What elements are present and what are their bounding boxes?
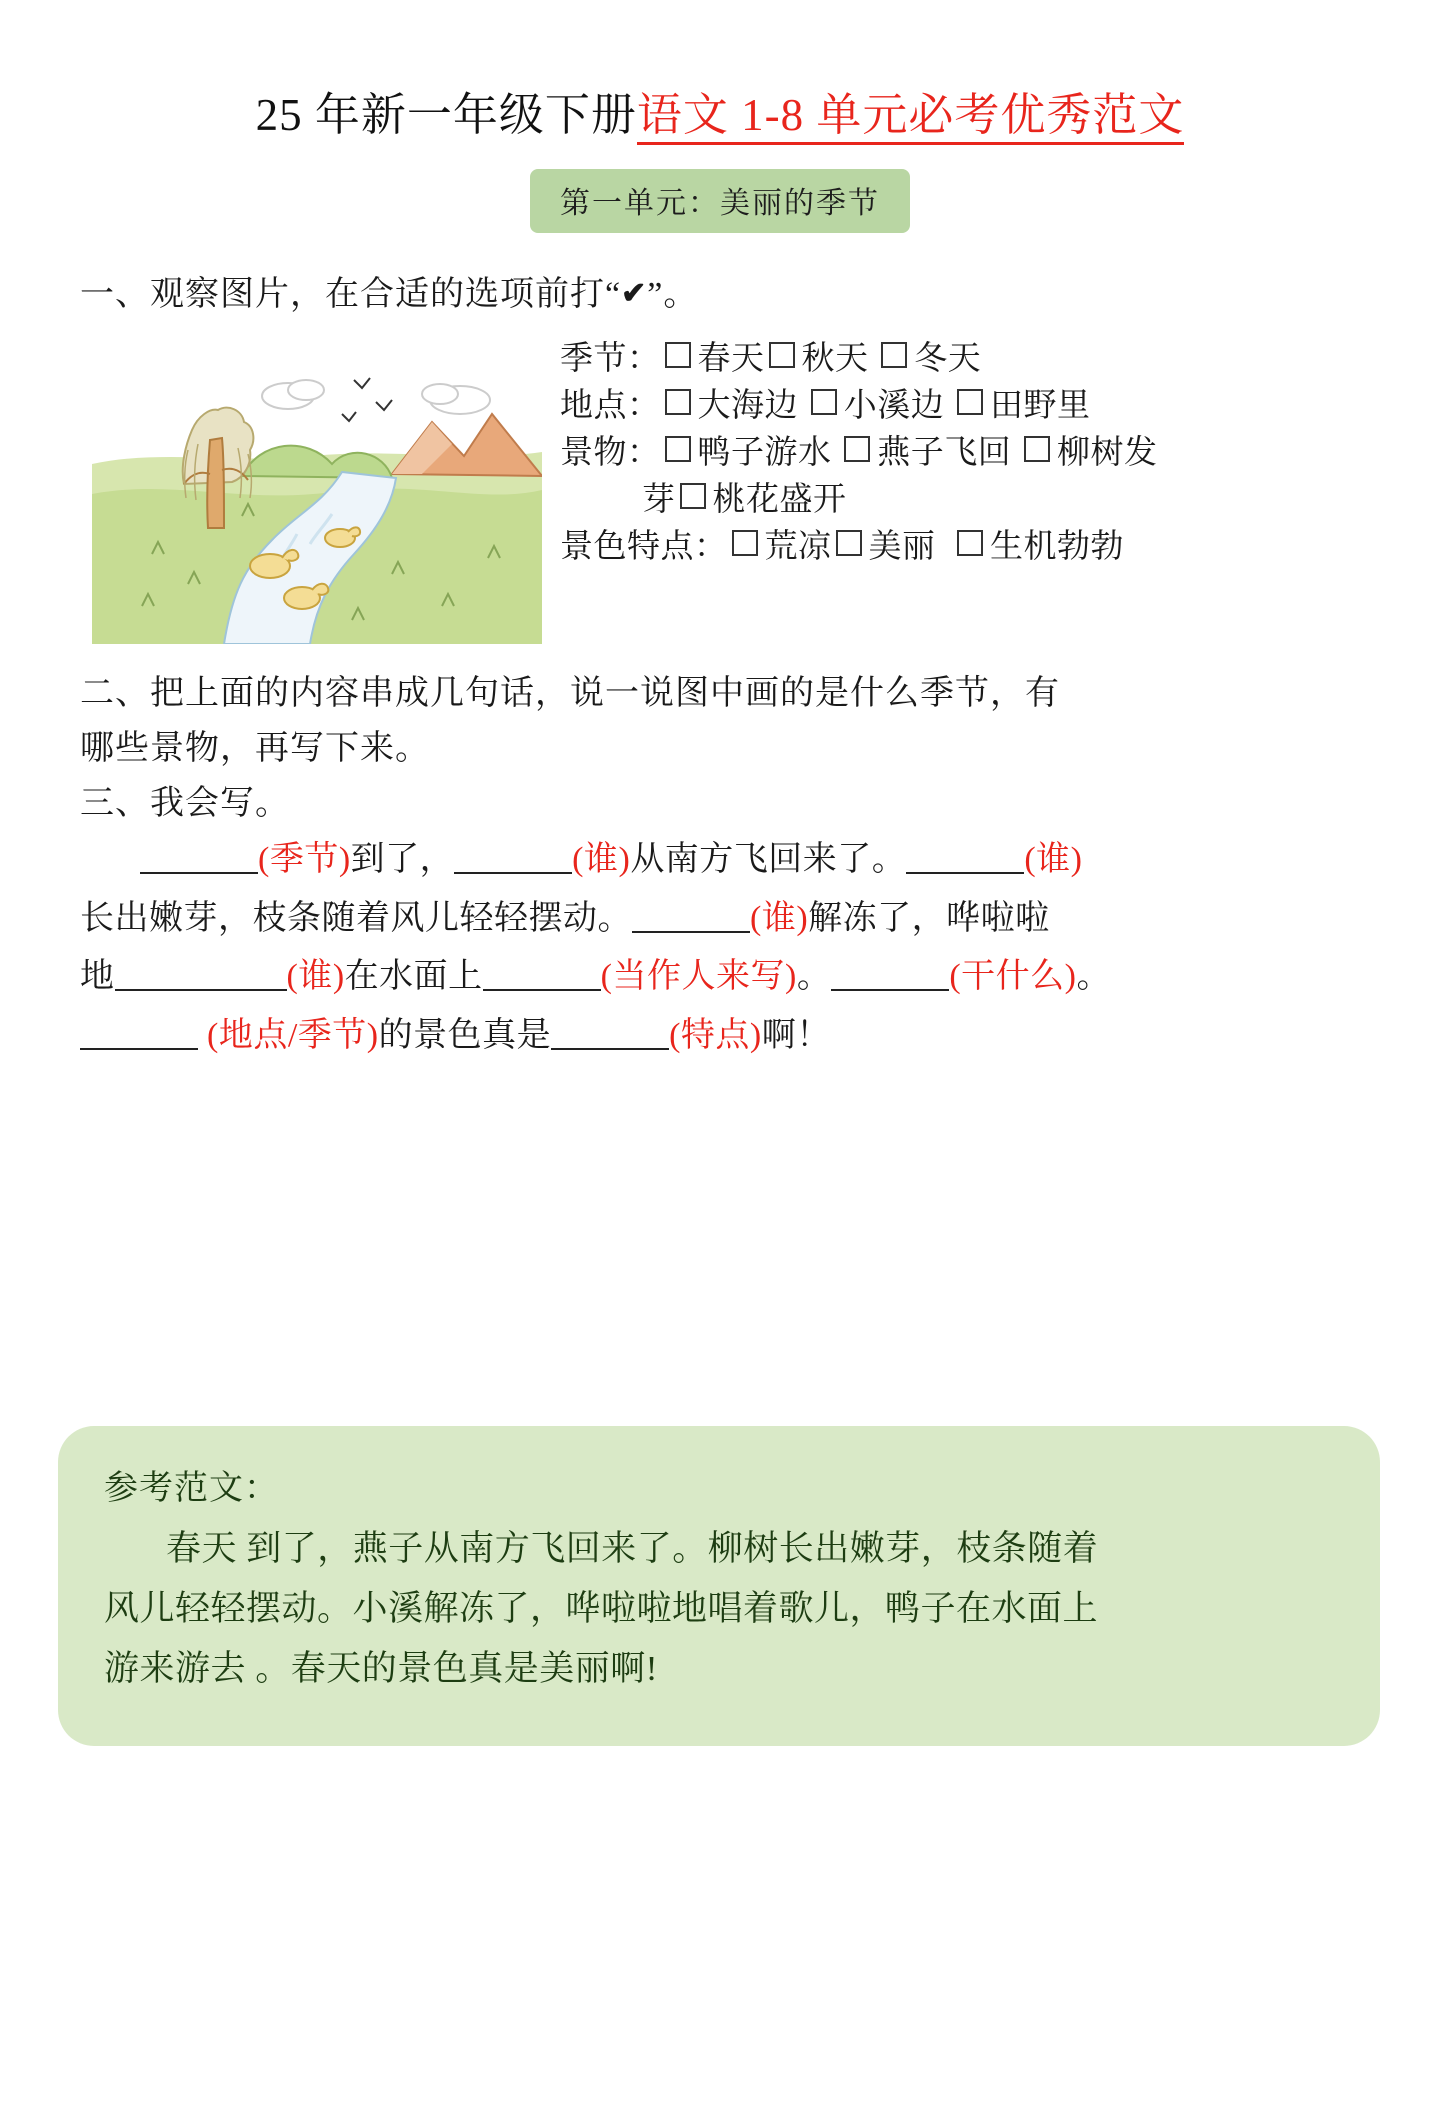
fill-line-1 bbox=[80, 831, 1385, 889]
fill-text-7: 。 bbox=[796, 958, 832, 996]
blank-input-3[interactable] bbox=[906, 842, 1024, 874]
checkbox-place-creek[interactable] bbox=[811, 389, 837, 415]
question-2-line1: 二、把上面的内容串成几句话，说一说图中画的是什么季节，有 bbox=[80, 675, 1060, 713]
checkbox-scene-willow[interactable] bbox=[1024, 436, 1050, 462]
hint-6: (当作人来写) bbox=[600, 958, 797, 996]
fill-text-10: 啊！ bbox=[761, 1016, 831, 1054]
option-scene-2: 柳树发 bbox=[1057, 434, 1158, 471]
option-feature-0: 荒凉 bbox=[764, 528, 832, 565]
checkbox-scene-peach[interactable] bbox=[680, 483, 706, 509]
hint-3: (谁) bbox=[1024, 841, 1083, 879]
unit-banner: 第一单元：美丽的季节 bbox=[530, 169, 910, 233]
checkbox-season-winter[interactable] bbox=[881, 342, 907, 368]
option-label-place: 地点： bbox=[560, 387, 661, 424]
options-block bbox=[560, 336, 1410, 570]
option-row-place bbox=[560, 383, 1410, 430]
option-scene-0: 鸭子游水 bbox=[697, 434, 832, 471]
fill-text-4: 解冻了，哗啦啦 bbox=[808, 899, 1050, 937]
spring-scene-illustration bbox=[92, 344, 542, 644]
fill-text-9: 的景色真是 bbox=[378, 1016, 552, 1054]
option-scene-1: 燕子飞回 bbox=[877, 434, 1012, 471]
checkbox-season-autumn[interactable] bbox=[769, 342, 795, 368]
blank-input-7[interactable] bbox=[831, 959, 949, 991]
sample-answer-title: 参考范文： bbox=[104, 1470, 279, 1507]
hint-4: (谁) bbox=[750, 899, 809, 937]
option-scene-wrap-text: 芽 bbox=[642, 481, 676, 518]
sample-answer-line-1: 春天 到了，燕子从南方飞回来了。柳树长出嫩芽，枝条随着 bbox=[166, 1529, 1099, 1568]
fill-line-2 bbox=[80, 890, 1385, 948]
page-title-red: 语文 1-8 单元必考优秀范文 bbox=[637, 90, 1185, 145]
checkbox-feature-vibrant[interactable] bbox=[957, 530, 983, 556]
hint-8: (地点/季节) bbox=[207, 1016, 379, 1054]
hint-5: (谁) bbox=[286, 958, 345, 996]
question-1 bbox=[0, 267, 1440, 322]
sample-answer-line-3: 游来游去 。春天的景色真是美丽啊! bbox=[104, 1649, 658, 1689]
hint-7: (干什么) bbox=[949, 958, 1077, 996]
blank-input-2[interactable] bbox=[454, 842, 572, 874]
blank-input-5[interactable] bbox=[115, 959, 287, 991]
hint-9: (特点) bbox=[669, 1016, 762, 1054]
option-season-1: 秋天 bbox=[801, 341, 869, 378]
fill-text-1: 到了， bbox=[350, 841, 455, 879]
blank-input-4[interactable] bbox=[632, 901, 750, 933]
option-season-2: 冬天 bbox=[914, 341, 982, 378]
fill-line-4 bbox=[80, 1007, 1385, 1065]
option-scene-3: 桃花盛开 bbox=[712, 481, 847, 518]
question-1-prefix: 一、观察图片，在合适的选项前打“ bbox=[80, 276, 622, 313]
option-feature-1: 美丽 bbox=[868, 528, 936, 565]
checkbox-feature-desolate[interactable] bbox=[732, 530, 758, 556]
option-feature-2: 生机勃勃 bbox=[990, 528, 1124, 565]
option-place-0: 大海边 bbox=[697, 387, 798, 424]
question-1-suffix: ”。 bbox=[647, 276, 699, 313]
fill-text-3: 长出嫩芽，枝条随着风儿轻轻摆动。 bbox=[80, 899, 632, 937]
spring-scene-svg bbox=[92, 344, 542, 644]
option-row-season bbox=[560, 336, 1410, 383]
option-row-scene-cont bbox=[560, 477, 1410, 524]
option-label-season: 季节： bbox=[560, 341, 661, 378]
checkbox-scene-ducks[interactable] bbox=[665, 436, 691, 462]
checkbox-season-spring[interactable] bbox=[665, 342, 691, 368]
question-3-label: 三、我会写。 bbox=[80, 785, 290, 823]
option-place-1: 小溪边 bbox=[843, 387, 945, 424]
fill-text-2: 从南方飞回来了。 bbox=[630, 841, 907, 879]
page-title-black: 25 年新一年级下册 bbox=[255, 90, 637, 140]
blank-input-9[interactable] bbox=[551, 1018, 669, 1050]
option-row-feature bbox=[560, 524, 1410, 571]
checkbox-place-field[interactable] bbox=[957, 389, 983, 415]
sample-answer-body bbox=[104, 1519, 1334, 1700]
blank-input-1[interactable] bbox=[140, 842, 258, 874]
question-2-line2: 哪些景物，再写下来。 bbox=[80, 730, 430, 768]
option-row-scene bbox=[560, 430, 1410, 477]
unit-banner-wrap bbox=[0, 169, 1440, 233]
fill-text-6: 在水面上 bbox=[344, 958, 483, 996]
option-label-feature: 景色特点： bbox=[560, 528, 728, 565]
sample-answer-card bbox=[58, 1426, 1380, 1746]
hint-1: (季节) bbox=[258, 841, 351, 879]
sample-answer-line-2: 风儿轻轻摆动。小溪解冻了，哗啦啦地唱着歌儿，鸭子在水面上 bbox=[104, 1589, 1099, 1629]
picture-and-options bbox=[0, 336, 1440, 666]
option-place-2: 田野里 bbox=[990, 387, 1091, 424]
question-2-cont bbox=[0, 721, 1440, 776]
check-mark-icon: ✔ bbox=[621, 277, 648, 310]
option-season-0: 春天 bbox=[697, 341, 765, 378]
fill-line-3 bbox=[80, 948, 1385, 1006]
hint-2: (谁) bbox=[572, 841, 631, 879]
blank-input-6[interactable] bbox=[483, 959, 601, 991]
fill-text-5: 地 bbox=[80, 958, 115, 996]
worksheet-page bbox=[0, 78, 1440, 2112]
blank-input-8[interactable] bbox=[80, 1018, 198, 1050]
page-title bbox=[0, 78, 1440, 143]
question-3 bbox=[0, 776, 1440, 831]
fill-in-block bbox=[0, 831, 1440, 1065]
option-label-scene: 景物： bbox=[560, 434, 661, 471]
fill-text-8: 。 bbox=[1076, 958, 1111, 996]
checkbox-scene-swallows[interactable] bbox=[844, 436, 870, 462]
checkbox-place-seaside[interactable] bbox=[665, 389, 691, 415]
checkbox-feature-beautiful[interactable] bbox=[836, 530, 862, 556]
question-2 bbox=[0, 666, 1440, 721]
